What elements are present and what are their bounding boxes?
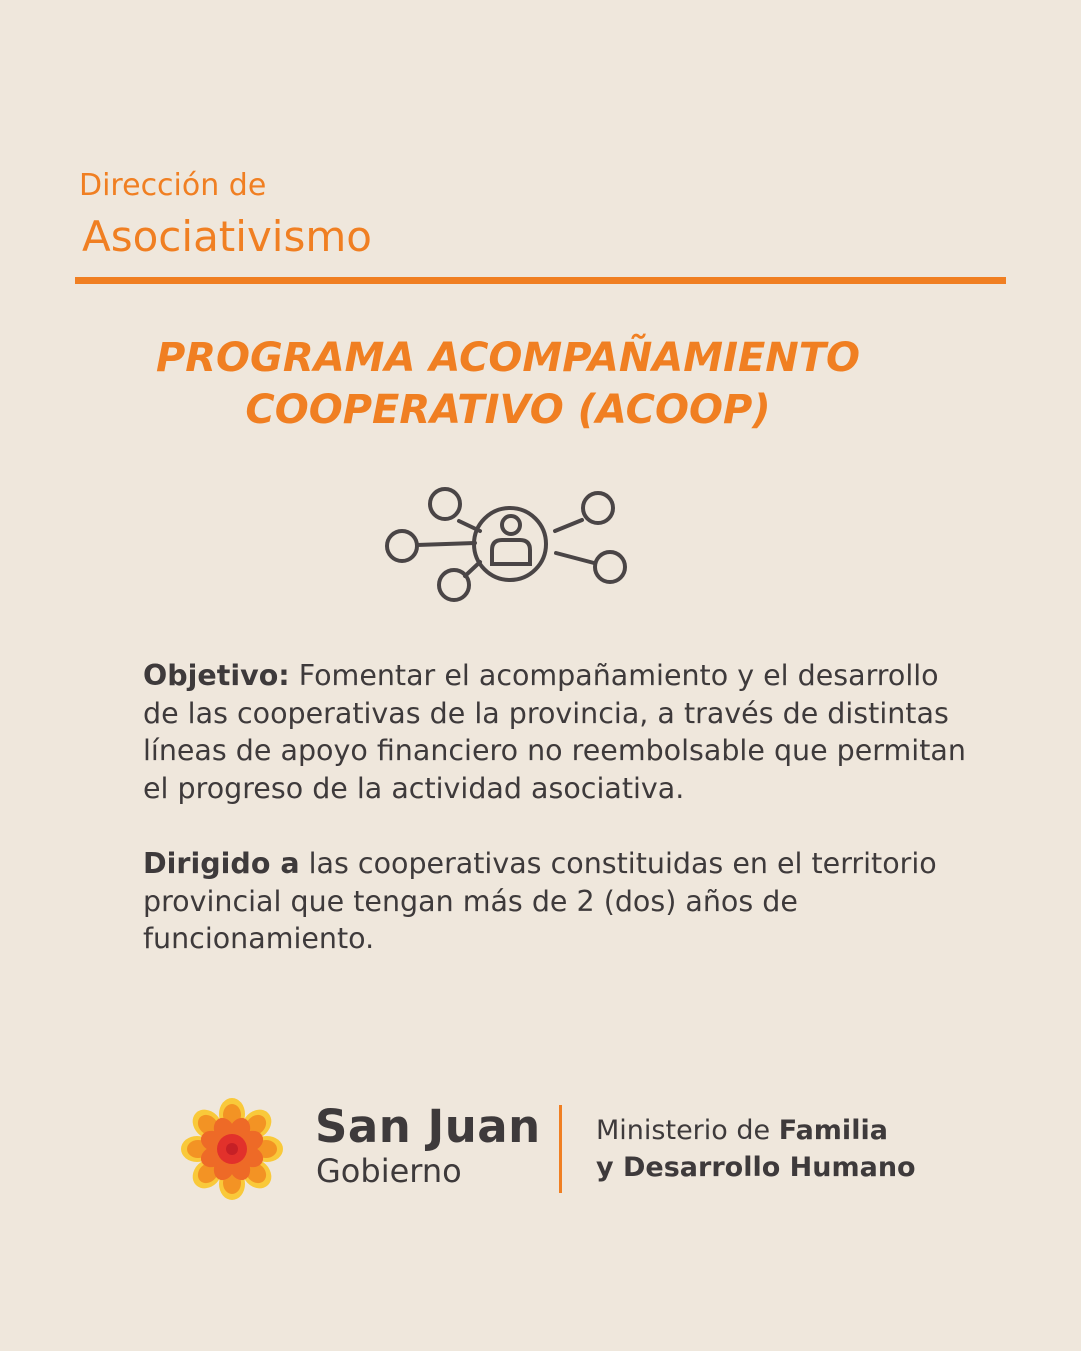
ministry-name <box>596 1112 916 1186</box>
objetivo-text-line1: Fomentar el acompañamiento y el desarrollo <box>289 659 939 692</box>
dirigido-text-line1: las cooperativas constituidas en el territorio <box>299 847 937 880</box>
objetivo-line3: líneas de apoyo financiero no reembolsable que permitan <box>143 734 966 767</box>
dirigido-label: Dirigido a <box>143 847 300 880</box>
objetivo-line4: el progreso de la actividad asociativa. <box>143 771 685 805</box>
objetivo-paragraph <box>143 657 1023 807</box>
program-title <box>80 332 936 436</box>
objetivo-line2: de las cooperativas de la provincia, a través de distintas <box>143 696 949 730</box>
ministry-line1 <box>596 1112 916 1149</box>
objetivo-line1 <box>143 657 1023 695</box>
brand-subtitle: Gobierno <box>316 1152 462 1190</box>
header-divider <box>75 277 1006 284</box>
dirigido-line3: funcionamiento. <box>143 922 375 955</box>
network-person-icon <box>380 480 640 610</box>
dirigido-line2: provincial que tengan más de 2 (dos) años de <box>143 884 798 918</box>
dirigido-paragraph <box>143 845 1023 958</box>
objetivo-label: Objetivo: <box>143 659 290 692</box>
department-prefix: Dirección de <box>79 168 267 203</box>
ministry-prefix: Ministerio de <box>596 1115 779 1146</box>
program-title-line1: PROGRAMA ACOMPAÑAMIENTO <box>155 335 861 381</box>
department-name: Asociativismo <box>82 212 372 261</box>
brand-name: San Juan <box>315 1100 541 1153</box>
san-juan-flower-logo <box>180 1097 284 1201</box>
ministry-line2: y Desarrollo Humano <box>596 1152 916 1183</box>
dirigido-line1 <box>143 845 1023 883</box>
footer-divider <box>559 1105 562 1193</box>
ministry-familia: Familia <box>778 1115 888 1146</box>
program-title-line2: COOPERATIVO (ACOOP) <box>245 387 771 433</box>
